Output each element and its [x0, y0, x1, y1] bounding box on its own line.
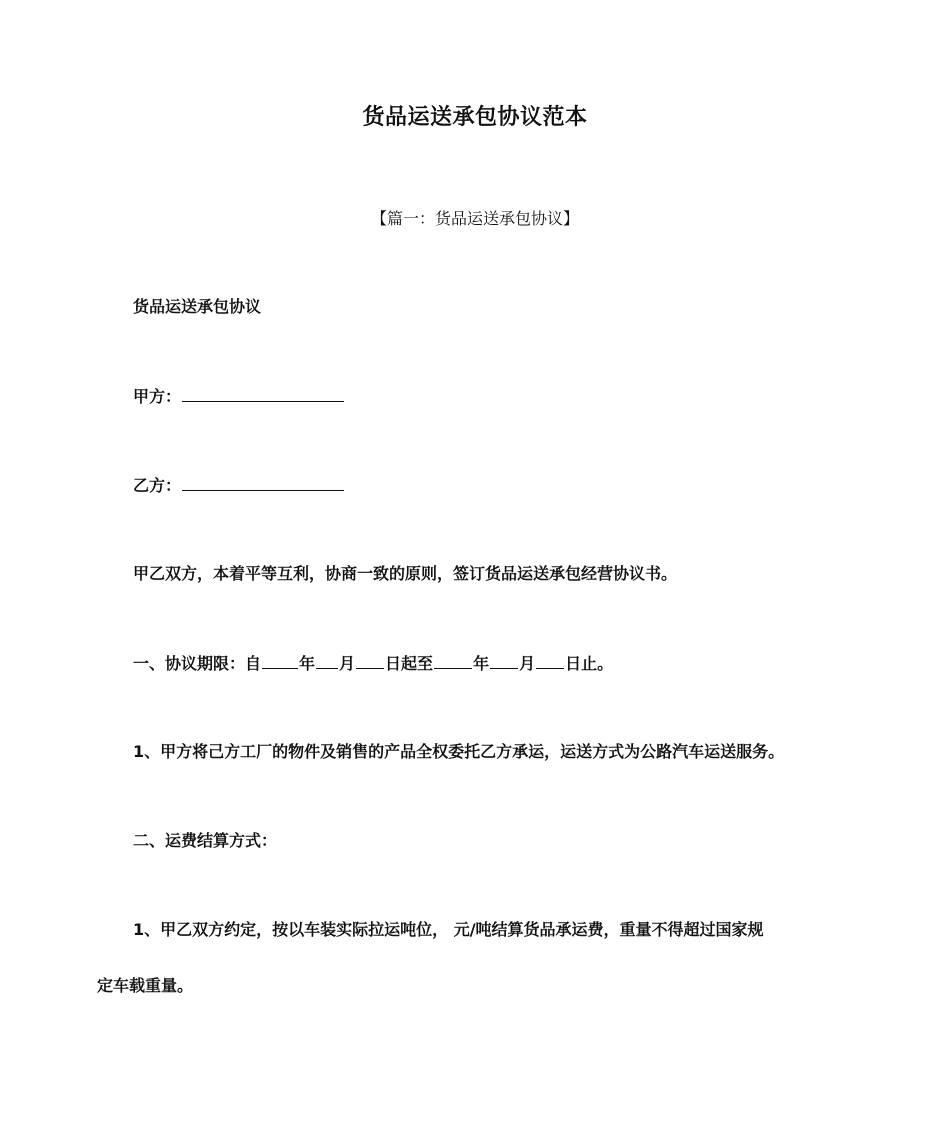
- term-day-end: 日止。: [565, 654, 614, 673]
- party-b-label: 乙方：: [133, 476, 182, 495]
- term-year: 年: [299, 654, 316, 673]
- party-a-blank: [182, 385, 344, 402]
- party-b-blank: [182, 474, 344, 491]
- term-month2: 月: [519, 654, 536, 673]
- party-a-label: 甲方：: [133, 387, 182, 406]
- document-title: 货品运送承包协议范本: [362, 105, 588, 130]
- party-b-line: [133, 474, 345, 497]
- section-2-heading: 二、运费结算方式：: [133, 831, 278, 850]
- end-day-blank: [536, 652, 564, 669]
- party-a-line: [133, 385, 345, 408]
- end-month-blank: [490, 652, 518, 669]
- term-month: 月: [339, 654, 356, 673]
- term-prefix: 一、协议期限：自: [133, 654, 262, 673]
- clause-2-line-1: 1、甲乙双方约定，按以车装实际拉运吨位， 元/吨结算货品承运费，重量不得超过国家规: [133, 920, 764, 939]
- term-year2: 年: [473, 654, 490, 673]
- clause-2-line-2: 定车载重量。: [97, 976, 194, 995]
- clause-1: 1、甲方将己方工厂的物件及销售的产品全权委托乙方承运，运送方式为公路汽车运送服务。: [133, 742, 785, 761]
- start-year-blank: [262, 652, 298, 669]
- term-line: [133, 652, 613, 675]
- agreement-heading: 货品运送承包协议: [133, 297, 262, 316]
- intro-paragraph: 甲乙双方，本着平等互利，协商一致的原则，签订货品运送承包经营协议书。: [133, 564, 678, 583]
- end-year-blank: [434, 652, 472, 669]
- start-day-blank: [356, 652, 384, 669]
- start-month-blank: [316, 652, 338, 669]
- term-day-from: 日起至: [385, 654, 434, 673]
- document-subtitle: 【篇一：货品运送承包协议】: [370, 209, 579, 228]
